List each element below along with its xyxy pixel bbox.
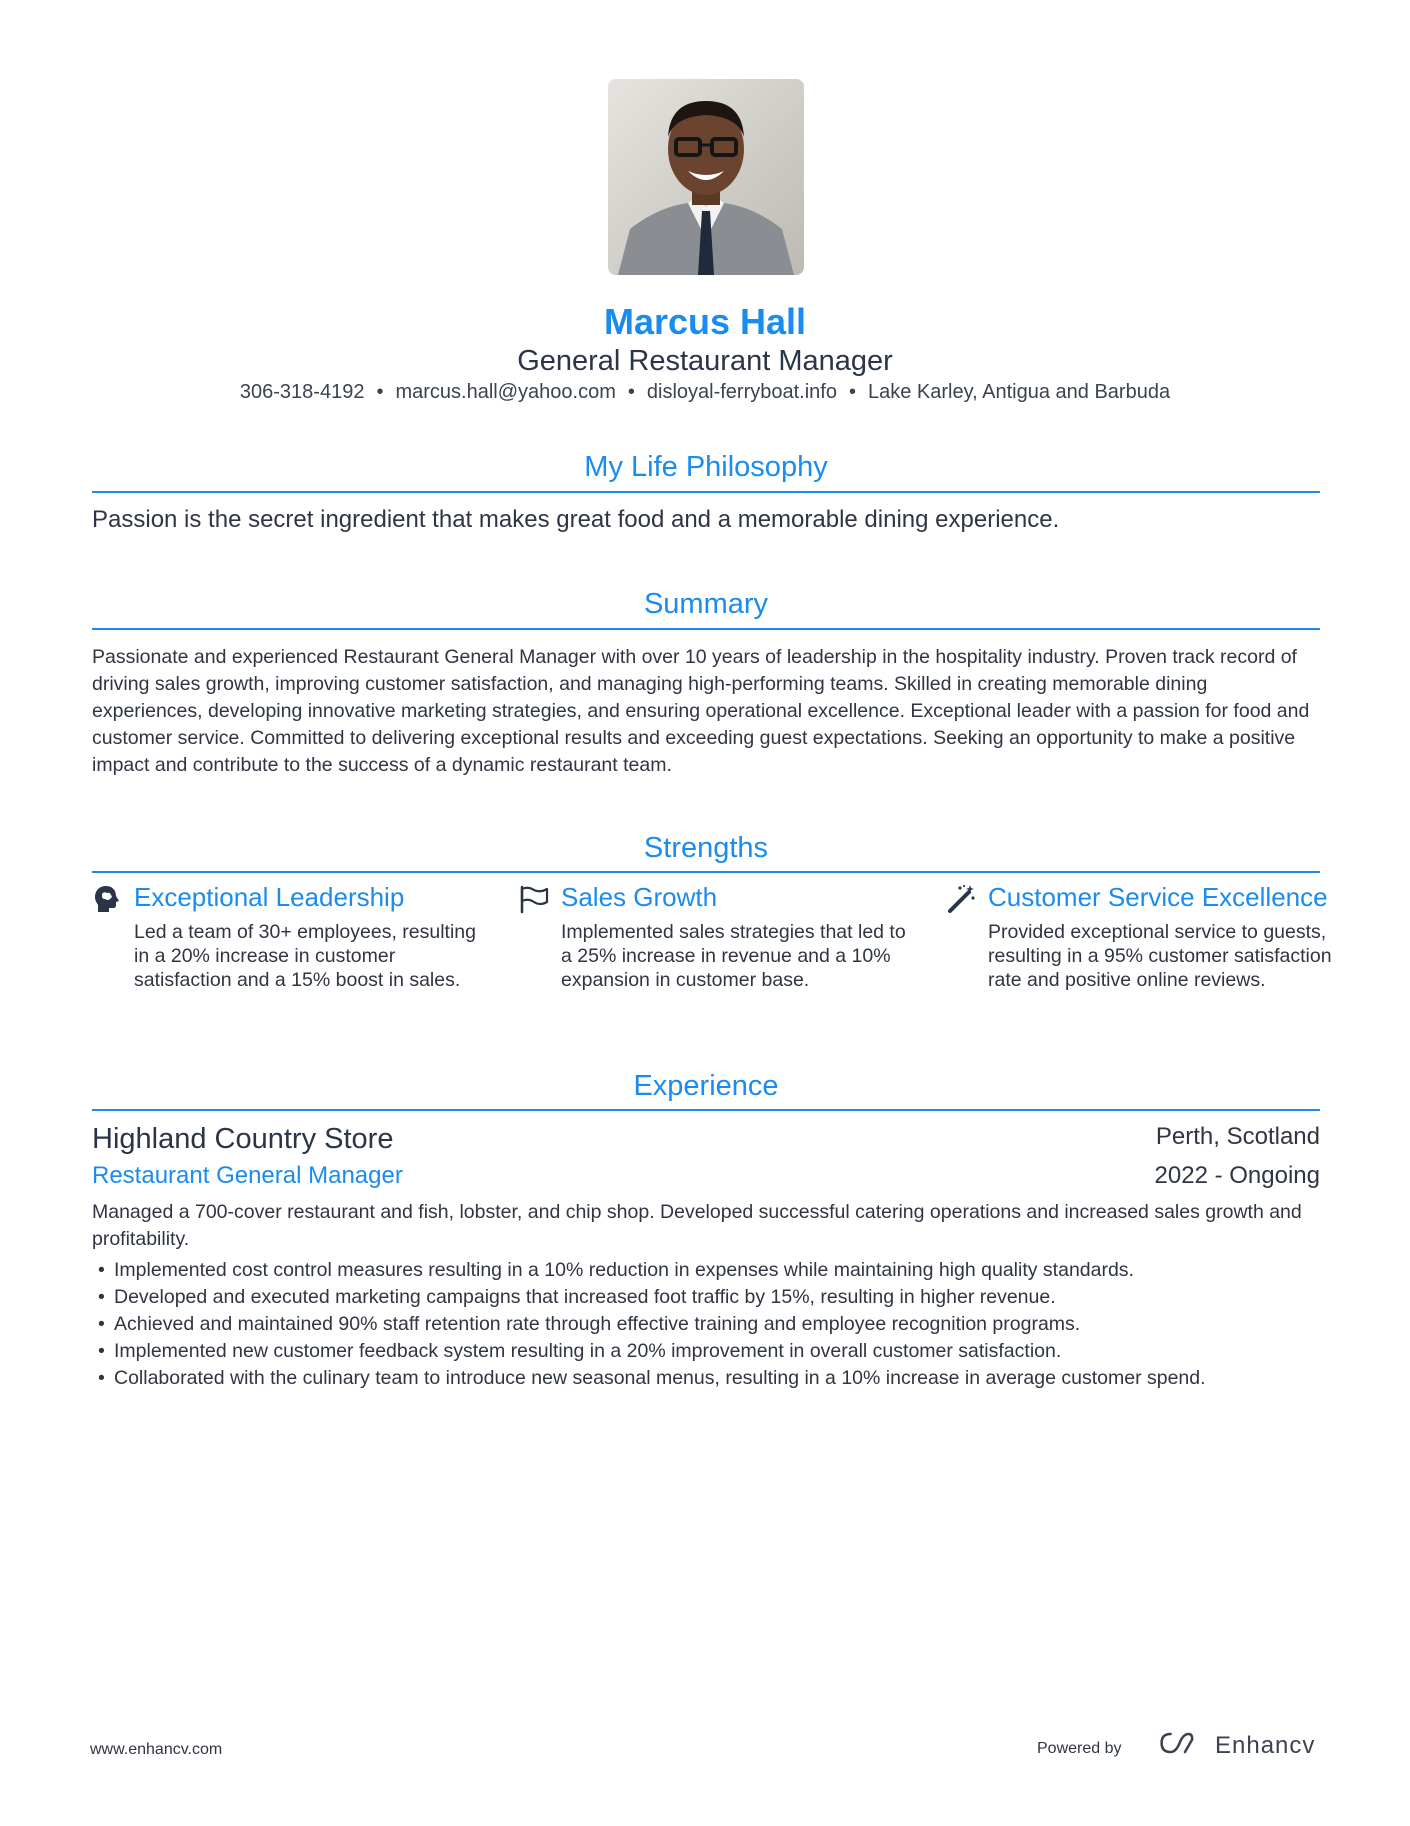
flag-icon [519, 884, 549, 914]
magic-wand-icon [946, 884, 976, 914]
person-portrait-icon [608, 79, 804, 275]
candidate-name: Marcus Hall [603, 301, 807, 342]
contact-separator: • [376, 381, 384, 403]
job-dates: 2022 - Ongoing [1154, 1162, 1320, 1189]
job-company: Highland Country Store [92, 1123, 394, 1155]
strength-title: Sales Growth [561, 882, 718, 912]
job-achievements [92, 1257, 1320, 1392]
contact-location: Lake Karley, Antigua and Barbuda [868, 381, 1171, 403]
achievement-item [92, 1257, 1320, 1284]
strength-description: Implemented sales strategies that led to a 25% increase in revenue and a 10% expansion in customer base. [561, 921, 906, 991]
experience-heading: Experience [633, 1070, 779, 1102]
summary-heading: Summary [643, 588, 769, 620]
achievement-text: Achieved and maintained 90% staff retention rate through effective training and employee recognition programs. [114, 1313, 1081, 1335]
achievement-item [92, 1311, 1320, 1338]
strengths-divider [92, 871, 1320, 873]
footer-powered-by: Powered by [1037, 1740, 1122, 1757]
philosophy-divider [92, 491, 1320, 493]
footer-website-link[interactable]: www.enhancv.com [90, 1741, 223, 1758]
bullet-dot-icon: • [98, 1340, 105, 1362]
candidate-title: General Restaurant Manager [517, 345, 893, 377]
achievement-text: Developed and executed marketing campaigns that increased foot traffic by 15%, resulting in higher revenue. [114, 1286, 1056, 1308]
contact-email[interactable]: marcus.hall@yahoo.com [395, 381, 616, 403]
job-location: Perth, Scotland [1155, 1123, 1320, 1150]
bullet-dot-icon: • [98, 1259, 105, 1281]
philosophy-text: Passion is the secret ingredient that makes great food and a memorable dining experience. [92, 506, 1060, 533]
achievement-text: Collaborated with the culinary team to introduce new seasonal menus, resulting in a 10% increase in average customer spend. [114, 1367, 1206, 1389]
strengths-list [92, 880, 1332, 1030]
profile-photo [608, 79, 804, 275]
contact-website[interactable]: disloyal-ferryboat.info [646, 381, 837, 403]
strength-title: Exceptional Leadership [134, 882, 405, 912]
bullet-dot-icon: • [98, 1286, 105, 1308]
summary-divider [92, 628, 1320, 630]
achievement-item [92, 1338, 1320, 1365]
contact-separator: • [627, 381, 635, 403]
philosophy-heading: My Life Philosophy [584, 451, 828, 483]
contact-separator: • [848, 381, 856, 403]
strength-description: Provided exceptional service to guests, resulting in a 95% customer satisfaction rate and positive online reviews. [988, 921, 1332, 991]
achievement-text: Implemented cost control measures resulting in a 10% reduction in expenses while maintaining high quality standards. [114, 1259, 1134, 1281]
contact-phone[interactable]: 306-318-4192 [239, 381, 365, 403]
achievement-item [92, 1365, 1320, 1392]
bullet-dot-icon: • [98, 1313, 105, 1335]
head-brain-icon [92, 884, 122, 914]
strengths-heading: Strengths [643, 832, 769, 864]
strength-description: Led a team of 30+ employees, resulting in a 20% increase in customer satisfaction and a 15% boost in sales. [134, 921, 477, 991]
contact-line [0, 379, 1410, 405]
achievement-item [92, 1284, 1320, 1311]
summary-text: Passionate and experienced Restaurant General Manager with over 10 years of leadership in the hospitality industry. Proven track record of driving sales growth, improving customer satisfaction, and managing high-performing teams. Skilled in creating memorable dining experiences, developing innovative marketing strategies, and ensuring operational excellence. Exceptional leader with a passion for food and customer service. Committed to delivering exceptional results and exceeding guest expectations. Seeking an opportunity to make a positive impact and contribute to the success of a dynamic restaurant team. [92, 646, 1310, 776]
job-description: Managed a 700-cover restaurant and fish, lobster, and chip shop. Developed successful catering operations and increased sales growth and profitability. [92, 1201, 1302, 1250]
strength-title: Customer Service Excellence [988, 882, 1328, 912]
bullet-dot-icon: • [98, 1367, 105, 1389]
achievement-text: Implemented new customer feedback system resulting in a 20% improvement in overall customer satisfaction. [114, 1340, 1062, 1362]
footer-brand-name[interactable]: Enhancv [1215, 1732, 1316, 1759]
job-role: Restaurant General Manager [92, 1162, 403, 1189]
experience-divider [92, 1109, 1320, 1111]
enhancv-logo-icon [1158, 1730, 1194, 1756]
